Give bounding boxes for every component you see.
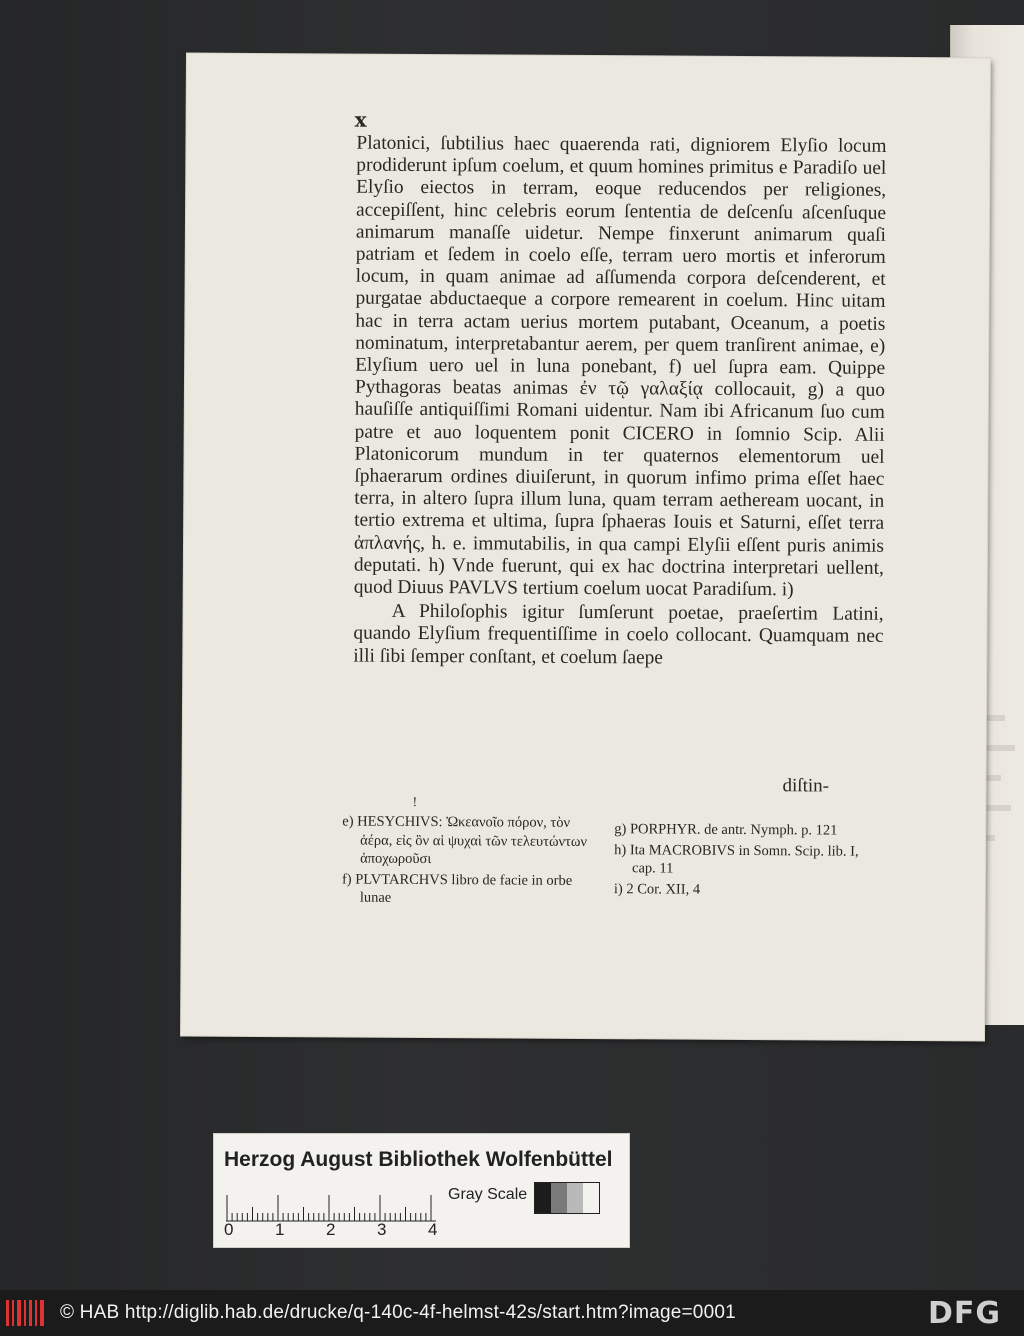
ruler-number-1: 1 — [275, 1220, 285, 1239]
footer-bar — [0, 1290, 1024, 1336]
ruler-number-4: 4 — [428, 1220, 438, 1239]
footnote-f: f) PLVTARCHVS libro de facie in orbe lunae — [341, 871, 573, 906]
dfg-logo: DFG — [928, 1296, 1002, 1331]
footnotes-right-column — [614, 820, 876, 902]
footnote-e: e) HESYCHIVS: Ὠκεανοῖο πόρον, τὸν ἀέρα, εἰς ὃν αἱ ψυχαὶ τῶν τελευτώντων ἀποχωροῦσι — [342, 813, 588, 868]
paragraph-1: Platonici, ſubtilius haec quaerenda rati, digniorem Elyſio locum prodiderunt ipſum coelum, et quum homines primitus e Paradiſo uel Elyſio eiectos in terram, eoque reducendos per religiones, accepiſſent, hinc celebris eorum ſententia de deſcenſu aſcenſuque animarum manaſſe uidetur. Nempe finxerunt animarum quaſi patriam et ſedem in coelo eſſe, terram uero mortis et inferorum locum, in quam animae ad aſſumenda corpora deſcenderent, et purgatae abductaeque a corpore remearent in coelum. Hinc uitam hac in terra actam uerius mortem putabant, Oceanum, a poetis nominatum, interpretabantur aerem, per quem tranſirent animae, e) Elyſium uero uel in luna ponebant, f) uel ſupra eam. Quippe Pythagoras beatas animas ἐν τῷ γαλαξίᾳ collocauit, g) a quo hauſiſſe antiquiſſimi Romani uidentur. Nam ibi Africanum ſuo cum patre et auo loquentem ponit CICERO in ſomnio Scip. Alii Platonicorum mundum in ter quaternos elementorum uel ſphaerarum ordines diuiſerunt, in quorum infimo prima eſſet haec terra, in altero ſupra illum luna, quam terram aetheream uocant, in tertio extrema et ultima, ſupra ſphaeras Iouis et Saturni, eſſet terra ἀπλανής, h. e. immutabilis, in qua campi Elyſii eſſent puris animis deputati. h) Vnde fuerunt, qui ex hac doctrina interpretari uellent, quod Diuus PAVLVS tertium coelum uocat Paradiſum. i) — [353, 132, 887, 601]
book-page — [181, 54, 990, 1041]
ruler-scale — [226, 1194, 436, 1222]
page-body-text — [353, 133, 886, 671]
catchword: diſtin- — [782, 775, 830, 797]
library-name: Herzog August Bibliothek Wolfenbüttel — [224, 1148, 613, 1171]
ruler-number-3: 3 — [377, 1220, 387, 1239]
gray-swatch-cell — [535, 1183, 551, 1213]
library-label-card — [213, 1133, 630, 1248]
paragraph-2: A Philoſophis igitur ſumſerunt poetae, praeſertim Latini, quando Elyſium frequentiſſime in coelo collocant. Quamquam nec illi ſibi ſemper conſtant, et coelum ſaepe — [353, 601, 884, 669]
gray-swatch-cell — [567, 1183, 583, 1213]
ruler-number-2: 2 — [326, 1220, 336, 1239]
footnote-g: g) PORPHYR. de antr. Nymph. p. 121 — [614, 821, 838, 839]
footnote-h: h) Ita MACROBIVS in Somn. Scip. lib. I, cap. 11 — [614, 841, 859, 877]
gray-scale-label: Gray Scale — [448, 1186, 528, 1203]
ruler-number-0: 0 — [224, 1220, 234, 1239]
footnote-separator: ! — [412, 794, 418, 809]
footnotes-left-column — [342, 813, 601, 911]
footnote-i: i) 2 Cor. XII, 4 — [613, 880, 701, 898]
gray-swatch-cell — [583, 1183, 599, 1213]
page-marker: x — [354, 107, 367, 132]
gray-swatch-cell — [551, 1183, 567, 1213]
barcode-icon — [6, 1300, 46, 1326]
gray-scale-swatch — [534, 1182, 600, 1214]
copyright-url[interactable]: © HAB http://diglib.hab.de/drucke/q-140c-4f-helmst-42s/start.htm?image=0001 — [60, 1302, 736, 1323]
